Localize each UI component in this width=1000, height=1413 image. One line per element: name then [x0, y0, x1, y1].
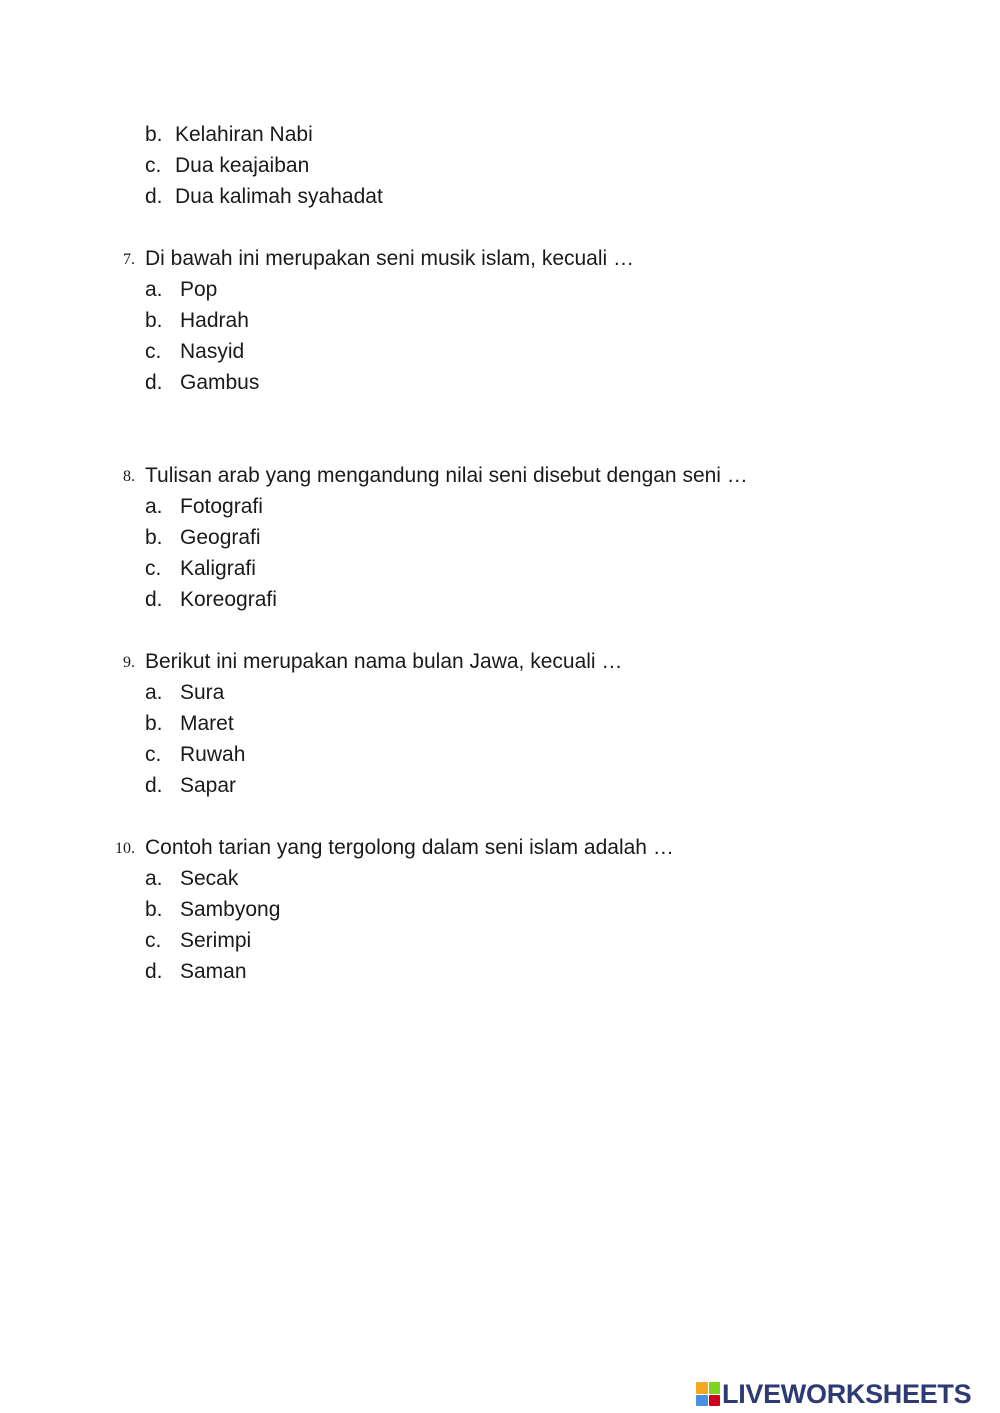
logo-tile-br	[709, 1395, 721, 1407]
option-text: Maret	[180, 712, 234, 735]
option-row	[145, 958, 247, 986]
option-row	[145, 679, 224, 707]
option-text: Sapar	[180, 774, 237, 797]
option-text: Dua kalimah syahadat	[175, 185, 383, 208]
logo-tile-tl	[696, 1382, 708, 1394]
option-text: Sura	[180, 681, 225, 704]
option-letter: d.	[145, 588, 163, 611]
option-text: Sambyong	[180, 898, 281, 921]
watermark-text: LIVEWORKSHEETS	[722, 1378, 972, 1409]
option-row	[145, 338, 244, 366]
option-row	[145, 927, 251, 955]
option-text: Nasyid	[180, 340, 245, 363]
option-text: Fotografi	[180, 495, 263, 518]
option-letter: c.	[145, 340, 162, 363]
option-letter: c.	[145, 557, 162, 580]
option-letter: a.	[145, 867, 163, 890]
question-text: Tulisan arab yang mengandung nilai seni disebut dengan seni …	[145, 464, 748, 487]
option-letter: d.	[145, 371, 163, 394]
option-row	[145, 493, 263, 521]
option-row	[145, 865, 238, 893]
option-letter: c.	[145, 154, 162, 177]
option-row	[145, 555, 256, 583]
option-row	[145, 710, 234, 738]
option-letter: c.	[145, 929, 162, 952]
question-number: 7.	[123, 251, 135, 268]
option-text: Dua keajaiban	[175, 154, 310, 177]
option-text: Koreografi	[180, 588, 277, 611]
prev-option-b	[145, 121, 313, 149]
liveworksheets-logo-icon	[696, 1382, 720, 1406]
option-letter: b.	[145, 712, 163, 735]
prev-option-c	[145, 152, 309, 180]
option-row	[145, 369, 259, 397]
option-letter: b.	[145, 123, 163, 146]
question-text: Contoh tarian yang tergolong dalam seni islam adalah …	[145, 836, 674, 859]
option-text: Gambus	[180, 371, 260, 394]
option-row	[145, 772, 236, 800]
option-letter: b.	[145, 898, 163, 921]
question-number: 10.	[115, 840, 135, 857]
option-letter: d.	[145, 960, 163, 983]
prev-option-d	[145, 183, 383, 211]
option-letter: b.	[145, 309, 163, 332]
question-text: Di bawah ini merupakan seni musik islam, kecuali …	[145, 247, 635, 270]
option-text: Saman	[180, 960, 247, 983]
option-text: Pop	[180, 278, 218, 301]
option-text: Ruwah	[180, 743, 246, 766]
question-number: 9.	[123, 654, 135, 671]
option-text: Secak	[180, 867, 239, 890]
question-text: Berikut ini merupakan nama bulan Jawa, kecuali …	[145, 650, 623, 673]
option-letter: a.	[145, 278, 163, 301]
option-letter: a.	[145, 495, 163, 518]
option-letter: a.	[145, 681, 163, 704]
option-row	[145, 524, 261, 552]
option-letter: d.	[145, 774, 163, 797]
option-letter: d.	[145, 185, 163, 208]
option-row	[145, 896, 280, 924]
option-row	[145, 586, 277, 614]
logo-tile-bl	[696, 1395, 708, 1407]
option-letter: b.	[145, 526, 163, 549]
option-row	[145, 307, 249, 335]
option-letter: c.	[145, 743, 162, 766]
option-text: Kaligrafi	[180, 557, 256, 580]
option-row	[145, 276, 217, 304]
option-text: Kelahiran Nabi	[175, 123, 313, 146]
option-text: Hadrah	[180, 309, 249, 332]
logo-tile-tr	[709, 1382, 721, 1394]
option-row	[145, 741, 245, 769]
question-number: 8.	[123, 468, 135, 485]
liveworksheets-watermark[interactable]	[696, 1378, 971, 1410]
option-text: Geografi	[180, 526, 261, 549]
option-text: Serimpi	[180, 929, 252, 952]
